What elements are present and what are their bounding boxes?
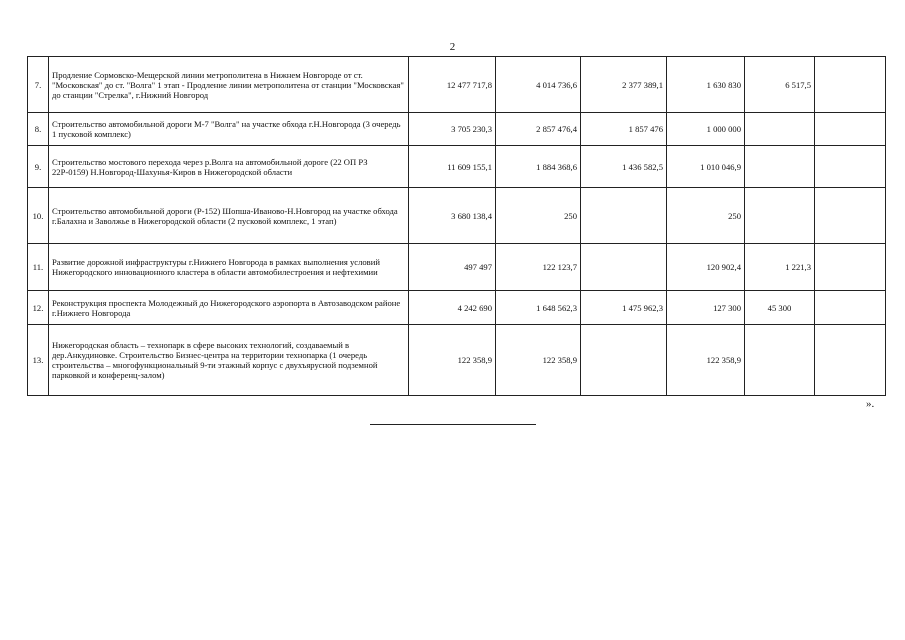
row-number: 7. xyxy=(28,57,49,113)
value-cell-2: 122 358,9 xyxy=(496,325,581,396)
value-cell-6 xyxy=(815,113,886,146)
value-cell-5 xyxy=(745,146,815,188)
value-cell-1: 497 497 xyxy=(409,244,496,291)
value-cell-6 xyxy=(815,146,886,188)
table-row xyxy=(28,146,886,188)
value-cell-1: 122 358,9 xyxy=(409,325,496,396)
value-cell-6 xyxy=(815,244,886,291)
project-name: Строительство автомобильной дороги (Р-152) Шопша-Иваново-Н.Новгород на участке обхода г.Балахна и Заволжье в Нижегородской области (2 пусковой комплекс, 1 этап) xyxy=(49,188,409,244)
project-name: Развитие дорожной инфраструктуры г.Нижнего Новгорода в рамках выполнения условий Нижегородского инновационного кластера в области автомобилестроения и нефтехимии xyxy=(49,244,409,291)
row-number: 12. xyxy=(28,291,49,325)
value-cell-4: 250 xyxy=(667,188,745,244)
value-cell-1: 11 609 155,1 xyxy=(409,146,496,188)
value-cell-3: 1 857 476 xyxy=(581,113,667,146)
value-cell-5 xyxy=(745,113,815,146)
project-name: Продление Сормовско-Мещерской линии метрополитена в Нижнем Новгороде от ст. "Московская" до ст. "Волга" 1 этап - Продление линии метрополитена от станции "Московская" до станции "Стрелка", г.Нижний Новгород xyxy=(49,57,409,113)
value-cell-1: 4 242 690 xyxy=(409,291,496,325)
projects-table xyxy=(27,56,886,396)
value-cell-6 xyxy=(815,57,886,113)
value-cell-3 xyxy=(581,188,667,244)
project-name: Строительство автомобильной дороги М-7 "Волга" на участке обхода г.Н.Новгорода (3 очередь 1 пусковой комплекс) xyxy=(49,113,409,146)
closing-quote: ». xyxy=(866,398,875,410)
value-cell-4: 127 300 xyxy=(667,291,745,325)
value-cell-2: 122 123,7 xyxy=(496,244,581,291)
value-cell-3 xyxy=(581,325,667,396)
row-number: 8. xyxy=(28,113,49,146)
value-cell-3 xyxy=(581,244,667,291)
page-number: 2 xyxy=(449,41,456,53)
value-cell-3: 1 436 582,5 xyxy=(581,146,667,188)
value-cell-1: 3 680 138,4 xyxy=(409,188,496,244)
value-cell-2: 1 648 562,3 xyxy=(496,291,581,325)
project-name: Нижегородская область – технопарк в сфере высоких технологий, создаваемый в дер.Анкудиновке. Строительство Бизнес-центра на территории технопарка (1 очередь строительства – многофункциональный 9-ти этажный корпус с двухъярусной подземной парковкой и конференц-залом) xyxy=(49,325,409,396)
table-row xyxy=(28,57,886,113)
value-cell-5 xyxy=(745,325,815,396)
project-name: Строительство мостового перехода через р.Волга на автомобильной дороге (22 ОП РЗ 22Р-0159) Н.Новгород-Шахунья-Киров в Нижегородской области xyxy=(49,146,409,188)
value-cell-6 xyxy=(815,291,886,325)
value-cell-2: 250 xyxy=(496,188,581,244)
value-cell-5: 45 300 xyxy=(745,291,815,325)
row-number: 9. xyxy=(28,146,49,188)
table-row xyxy=(28,325,886,396)
table-row xyxy=(28,244,886,291)
value-cell-3: 1 475 962,3 xyxy=(581,291,667,325)
value-cell-4: 1 630 830 xyxy=(667,57,745,113)
row-number: 13. xyxy=(28,325,49,396)
value-cell-3: 2 377 389,1 xyxy=(581,57,667,113)
projects-table-body xyxy=(28,57,886,396)
value-cell-2: 2 857 476,4 xyxy=(496,113,581,146)
row-number: 11. xyxy=(28,244,49,291)
value-cell-5 xyxy=(745,188,815,244)
value-cell-1: 3 705 230,3 xyxy=(409,113,496,146)
value-cell-4: 122 358,9 xyxy=(667,325,745,396)
divider-line xyxy=(370,424,536,425)
value-cell-6 xyxy=(815,325,886,396)
project-name: Реконструкция проспекта Молодежный до Нижегородского аэропорта в Автозаводском районе г.Нижнего Новгорода xyxy=(49,291,409,325)
value-cell-6 xyxy=(815,188,886,244)
value-cell-4: 120 902,4 xyxy=(667,244,745,291)
value-cell-1: 12 477 717,8 xyxy=(409,57,496,113)
row-number: 10. xyxy=(28,188,49,244)
value-cell-5: 6 517,5 xyxy=(745,57,815,113)
table-row xyxy=(28,113,886,146)
value-cell-4: 1 010 046,9 xyxy=(667,146,745,188)
value-cell-2: 4 014 736,6 xyxy=(496,57,581,113)
value-cell-5: 1 221,3 xyxy=(745,244,815,291)
table-row xyxy=(28,188,886,244)
value-cell-2: 1 884 368,6 xyxy=(496,146,581,188)
table-row xyxy=(28,291,886,325)
value-cell-4: 1 000 000 xyxy=(667,113,745,146)
